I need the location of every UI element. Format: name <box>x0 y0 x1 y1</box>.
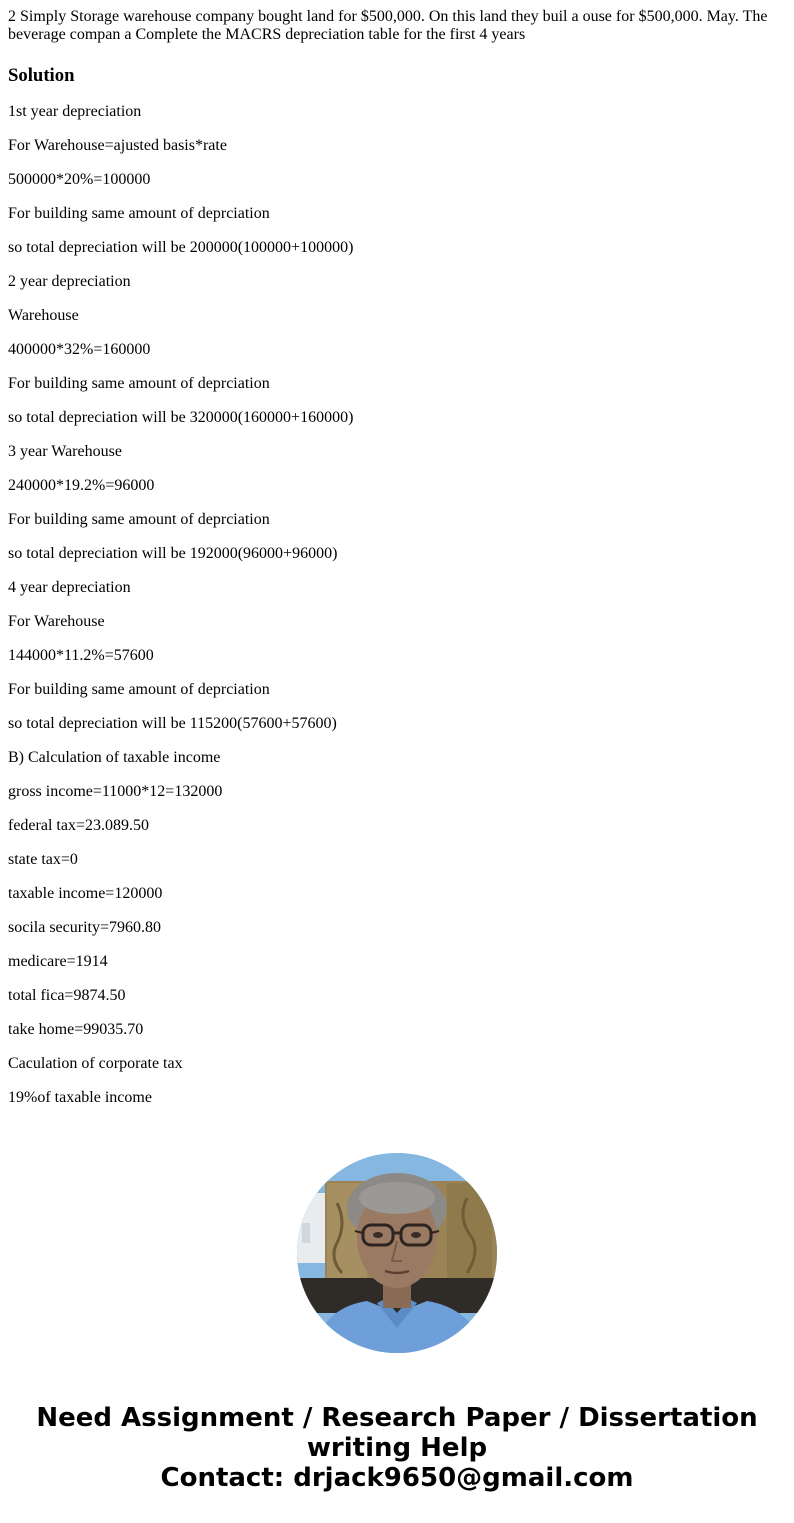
solution-heading: Solution <box>8 65 75 86</box>
solution-lines <box>8 103 786 1107</box>
portrait-icon <box>297 1153 497 1353</box>
solution-line: 144000*11.2%=57600 <box>8 647 154 664</box>
solution-line: state tax=0 <box>8 851 78 868</box>
solution-line: For building same amount of deprciation <box>8 205 270 222</box>
solution-line: take home=99035.70 <box>8 1021 144 1038</box>
solution-line: For Warehouse=ajusted basis*rate <box>8 137 227 154</box>
solution-line: 1st year depreciation <box>8 103 142 120</box>
solution-line: 400000*32%=160000 <box>8 341 151 358</box>
solution-line: so total depreciation will be 320000(160000+160000) <box>8 409 354 426</box>
promo-line-2: writing Help <box>306 1433 488 1463</box>
solution-line: Caculation of corporate tax <box>8 1055 183 1072</box>
solution-line: For Warehouse <box>8 613 105 630</box>
promo-banner <box>0 1403 794 1493</box>
solution-line: 19%of taxable income <box>8 1089 152 1106</box>
solution-line: federal tax=23.089.50 <box>8 817 149 834</box>
solution-line: so total depreciation will be 192000(96000+96000) <box>8 545 338 562</box>
solution-line: 3 year Warehouse <box>8 443 122 460</box>
solution-line: 500000*20%=100000 <box>8 171 151 188</box>
solution-line: so total depreciation will be 200000(100000+100000) <box>8 239 354 256</box>
solution-line: socila security=7960.80 <box>8 919 161 936</box>
author-avatar <box>297 1153 497 1353</box>
solution-line: 2 year depreciation <box>8 273 131 290</box>
promo-line-1: Need Assignment / Research Paper / Dissertation <box>36 1403 758 1433</box>
solution-line: For building same amount of deprciation <box>8 511 270 528</box>
solution-line: so total depreciation will be 115200(57600+57600) <box>8 715 337 732</box>
solution-line: 4 year depreciation <box>8 579 131 596</box>
solution-line: Warehouse <box>8 307 79 324</box>
solution-line: taxable income=120000 <box>8 885 163 902</box>
solution-line: gross income=11000*12=132000 <box>8 783 223 800</box>
solution-line: medicare=1914 <box>8 953 108 970</box>
solution-line: For building same amount of deprciation <box>8 681 270 698</box>
question-text: 2 Simply Storage warehouse company bought land for $500,000. On this land they buil a ouse for $500,000. May. The beverage compan a Complete the MACRS depreciation table for the first 4 years <box>8 8 768 43</box>
solution-line: For building same amount of deprciation <box>8 375 270 392</box>
solution-line: total fica=9874.50 <box>8 987 126 1004</box>
solution-line: 240000*19.2%=96000 <box>8 477 155 494</box>
avatar-photo <box>297 1153 497 1353</box>
solution-line: B) Calculation of taxable income <box>8 749 221 766</box>
promo-contact: Contact: drjack9650@gmail.com <box>160 1463 634 1493</box>
